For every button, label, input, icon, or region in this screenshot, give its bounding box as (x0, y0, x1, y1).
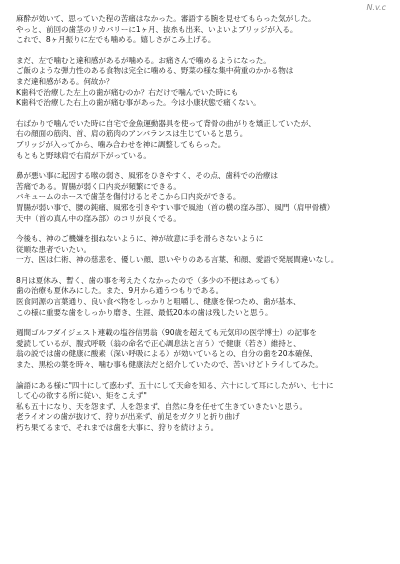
text-line: 麻酔が効いて、思っていた程の苦痛はなかった。審語する腕を見せてもらった気がした。 (16, 14, 316, 23)
text-line: 医食同源の言葉通り、良い食べ物をしっかりと咀嚼し、健康を保つため、歯が基本、 (16, 297, 301, 307)
text-line: 老ライオンの歯が抜けて、狩りが出来ず、前足をガクリと折り曲げ (16, 412, 240, 422)
text-line: やっと、前回の歯茎のリカバリーに1ヶ月、抜糸も出来、いよいよブリッジが入る。 (16, 24, 298, 34)
text-line: 8月は夏休み、暫く、歯の事を考えたくなかったので（多少の不便はあっても） (16, 275, 284, 285)
text-line: 論語にある様に"四十にして惑わず、五十にして天命を知る、六十にして耳にしたがい、七十に (16, 380, 334, 390)
paragraph-summer-break (16, 276, 386, 318)
paragraph-golf-digest (16, 328, 386, 370)
paragraph-analects (16, 381, 386, 434)
text-line: K歯科で治療した右上の歯が痛む事があった。今は小康状態で痛くない。 (16, 98, 261, 108)
text-line: 私も五十になり、天を怨まず、人を怨まず、自然に身を任せて生きていきたいと思う。 (16, 401, 308, 411)
text-line: ブリッジが入ってから、噛み合わせを神に調整してもらった。 (16, 139, 226, 149)
corner-annotation: N.v.c (366, 3, 386, 12)
text-line: 天中（首の真ん中の窪み部）のコリが良くでる。 (16, 213, 181, 223)
text-line: 週間ゴルフダイジェスト連載の塩谷信男翁（90歳を超えても元気印の医学博士）の記事を (16, 328, 317, 338)
text-line: 歯の治療も夏休みにした。また、9月から通うつもりである。 (16, 286, 224, 296)
text-line: まだ違和感がある。何故か？ (16, 76, 114, 86)
text-line: これで、8ヶ月振りに左でも噛める。嬉しさがこみ上げる。 (16, 35, 216, 45)
text-line: バキュームのホースで歯茎を傷付けるとそこから口内炎ができる。 (16, 192, 241, 202)
text-line: まだ、左で噛むと違和感があるが噛める。お痛さんで噛めるようになった。 (16, 55, 271, 65)
text-line: K歯科で治療した左上の歯が痛むのか？右だけで噛んでいた時にも (16, 87, 239, 97)
text-line: もともと野球肩で右肩が下がっている。 (16, 150, 151, 160)
text-line: 右ばかりで噛んでいた時に自宅で金魚運動器具を使って背骨の曲がりを矯正していたが、 (16, 118, 316, 128)
paragraph-discomfort (16, 56, 386, 109)
text-line: ご飯のような弾力性のある食物は完全に噛める、野菜の様な集中荷重のかかる物は (16, 66, 294, 76)
text-line: 朽ち果てるまで、それまでは歯を大事に、狩りを続けよう。 (16, 423, 219, 432)
paragraph-nose-stomach (16, 171, 386, 224)
paragraph-posture (16, 119, 386, 161)
text-line: 今後も、神のご機嫌を損ねないように、神が故意に手を滑らさないように (16, 234, 264, 244)
text-line: 愛読しているが、腹式呼吸（翁の命名で正心調息法と言う）で健康（若さ）維持と、 (16, 338, 301, 348)
text-line: また、黒松の葉を時々、噛む事も健康法だと紹介していたので、苦いけどトライしてみた。 (16, 360, 323, 370)
text-line: 右の顔面の筋肉、首、肩の筋肉のアンバランスは生じていると思う。 (16, 129, 248, 139)
text-line: 胃腸が弱い事で、腰の鈍痛、風邪を引きやすい事で風池（首の横の窪み部）、風門（肩甲骨横） (16, 202, 335, 212)
text-line: 鼻が悪い事に起因する喉の弱さ、風邪をひきやすく、その点、歯科での治療は (16, 171, 278, 181)
text-line: して心の欲する所に従い、矩をこえず" (16, 391, 147, 401)
text-line: この様に重要な歯をしっかり磨き、生涯、最低20本の歯は残したいと思う。 (16, 307, 273, 317)
text-line: 苦痛である。胃腸が弱く口内炎が頻繁にできる。 (16, 181, 181, 191)
text-line: 従順な患者でいたい。 (16, 244, 91, 254)
document-body (16, 14, 386, 434)
text-line: 一方、医は仁術、神の慈悲を、優しい顔、思いやりのある言葉、和顔、愛語で発展間違いなし。 (16, 255, 339, 265)
paragraph-anesthesia (16, 14, 386, 46)
paragraph-obedient-patient (16, 234, 386, 266)
text-line: 翁の説では歯の健康に酸素（深い呼吸による）が効いているとの、自分の歯を20本確保、 (16, 349, 318, 359)
